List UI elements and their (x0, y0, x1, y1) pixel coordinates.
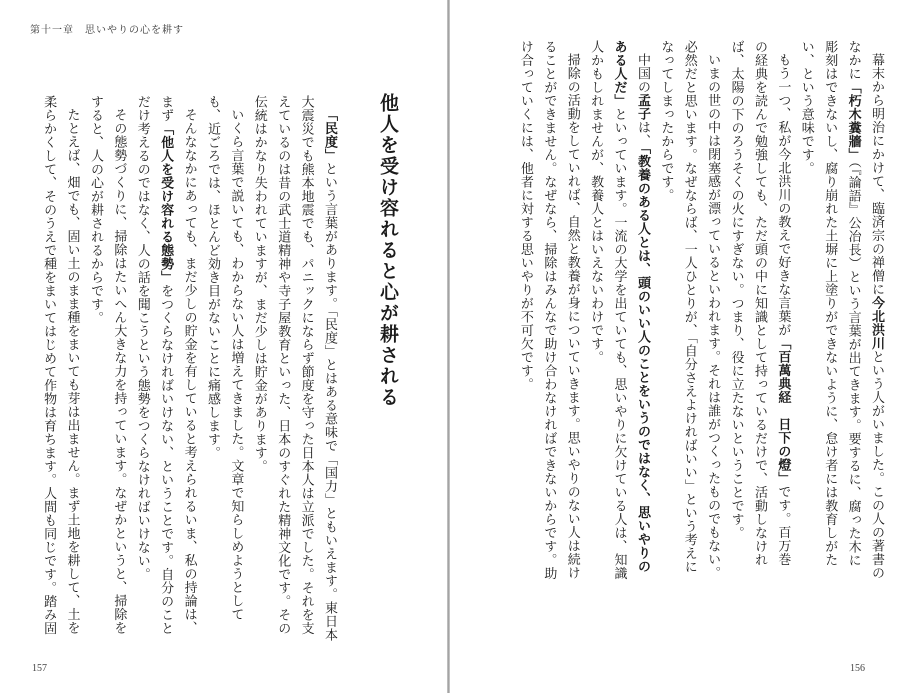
text-line (748, 40, 771, 648)
text-line (130, 95, 153, 647)
right-page (450, 0, 900, 693)
body-text: は、 (634, 120, 650, 148)
right-body-text (490, 40, 888, 648)
body-text: です。百万巻 (775, 485, 791, 566)
emphasis-text: 「百萬典経 日下の燈」 (775, 336, 791, 485)
body-text: なかに (845, 40, 861, 81)
text-line (107, 95, 130, 647)
body-text: 大震災でも熊本地震でも、パニックにならず節度を守った日本人は立派でした。それを支 (298, 95, 314, 635)
body-text: なってしまったからです。 (658, 40, 674, 202)
emphasis-text: ある人だ」 (611, 40, 627, 108)
text-line (701, 40, 724, 648)
body-text: いくら言葉で説いても、わからない人は増えてきました。文章で知らしめようとして (228, 108, 244, 621)
left-body-text (36, 95, 341, 647)
body-text: すると、人の心が耕されるからです。 (87, 95, 103, 325)
text-line (154, 95, 177, 647)
text-line (224, 95, 247, 647)
text-line (514, 40, 537, 648)
text-line (841, 40, 864, 648)
body-text: をつくらなければいけない、ということです。自分のこと (158, 284, 174, 635)
text-line (37, 95, 60, 647)
body-text: たとえば、畑でも、固い土のまま種をまいても芽は出ません。まず土地を耕して、土を (64, 108, 80, 635)
emphasis-text: 「他人を受け容れる態勢」 (158, 122, 174, 284)
text-line (177, 95, 200, 647)
body-text: えているのは昔の武士道精神や寺子屋教育といった、日本のすぐれた精神文化です。その (275, 95, 291, 635)
body-text: ることができません。なぜなら、掃除はみんなで助け合わなければできないからです。助 (541, 40, 557, 580)
body-text: 掃除の活動をしていれば、自然と教養が身についていきます。思いやりのない人は続け (564, 53, 580, 580)
text-line (84, 95, 107, 647)
text-line (724, 40, 747, 648)
body-text: 人かもしれませんが、教養人とはいえないわけです。 (588, 40, 604, 364)
text-line (818, 40, 841, 648)
text-line (247, 95, 270, 647)
text-line (654, 40, 677, 648)
body-text: ば、太陽の下のろうそくの火にすぎない。つまり、役に立たないということです。 (728, 40, 744, 540)
body-text: という言葉があります。「民度」とはある意味で「国力」ともいえます。東日本 (322, 162, 337, 642)
body-text: 柔らかくして、そのうえで種をまいてはじめて作物は育ちます。人間も同じです。踏み固 (41, 95, 57, 635)
body-text: もう一つ、私が今北洪川の教えで好きな言葉が (775, 53, 791, 337)
text-line (201, 95, 224, 647)
text-line (631, 40, 654, 648)
body-text: も、近ごろでは、ほとんど効き目がないことに痛感します。 (204, 95, 220, 460)
body-text: （『論語』公冶長）という言葉が出てきます。要するに、腐った木に (845, 161, 861, 567)
text-line (294, 95, 317, 647)
body-text: だけ考えるのではなく、人の話を聞こうという態勢をつくらなければいけない。 (134, 95, 150, 581)
text-line (60, 95, 83, 647)
body-text: といっています。一流の大学を出ていても、思いやりに欠けている人は、知識 (611, 107, 627, 580)
page-number-right: 156 (850, 663, 865, 674)
body-text: その態勢づくりに、掃除はたいへん大きな力を持っています。なぜかというと、掃除を (111, 108, 127, 635)
body-text: 伝統はかなり失われていますが、まだ少しは貯金があります。 (251, 95, 267, 473)
emphasis-text: 今北洪川 (869, 296, 884, 350)
body-text: 幕末から明治にかけて、臨済宗の禅僧に (869, 53, 884, 296)
left-page (0, 0, 448, 693)
body-text: 彫刻はできないし、腐り崩れた土塀に上塗りができないように、怠け者には教育しがた (822, 40, 838, 567)
text-line (865, 40, 888, 648)
body-text: そんななかにあっても、まだ少しの貯金を有していると考えられるいま、私の持論は、 (181, 108, 197, 635)
text-line (771, 40, 794, 648)
text-line (537, 40, 560, 648)
body-text: まず (158, 95, 174, 122)
text-line (560, 40, 583, 648)
page-number-left: 157 (32, 663, 47, 674)
body-text: という人がいました。この人の著書の (869, 350, 884, 580)
section-heading: 他人を受け容れると心が耕される (377, 93, 399, 408)
text-line (607, 40, 630, 648)
text-line (584, 40, 607, 648)
body-text: け合っていくには、他者に対する思いやりが不可欠です。 (517, 40, 533, 391)
body-text: の経典を読んで勉強しても、ただ頭の中に知識として持っているだけで、活動しなけれ (751, 40, 767, 567)
emphasis-text: 「教養のある人とは、頭のいい人のことをいうのではなく、思いやりの (634, 147, 650, 573)
text-line (794, 40, 817, 648)
body-text: 中国の (634, 53, 650, 94)
body-text: 必然だと思います。なぜならば、一人ひとりが、「自分さえよければいい」という考えに (681, 40, 697, 574)
running-head: 第十一章 思いやりの心を耕す (30, 25, 184, 36)
emphasis-text: 孟子 (634, 93, 650, 121)
emphasis-text: 「朽木糞牆」 (845, 80, 861, 162)
body-text: いまの世の中は閉塞感が漂っているといわれます。それは誰がつくったものでもない。 (705, 53, 721, 580)
text-line (271, 95, 294, 647)
emphasis-text: 「民度」 (322, 108, 337, 162)
body-text: い、という意味です。 (798, 40, 814, 175)
text-line (677, 40, 700, 648)
text-line (318, 95, 341, 647)
